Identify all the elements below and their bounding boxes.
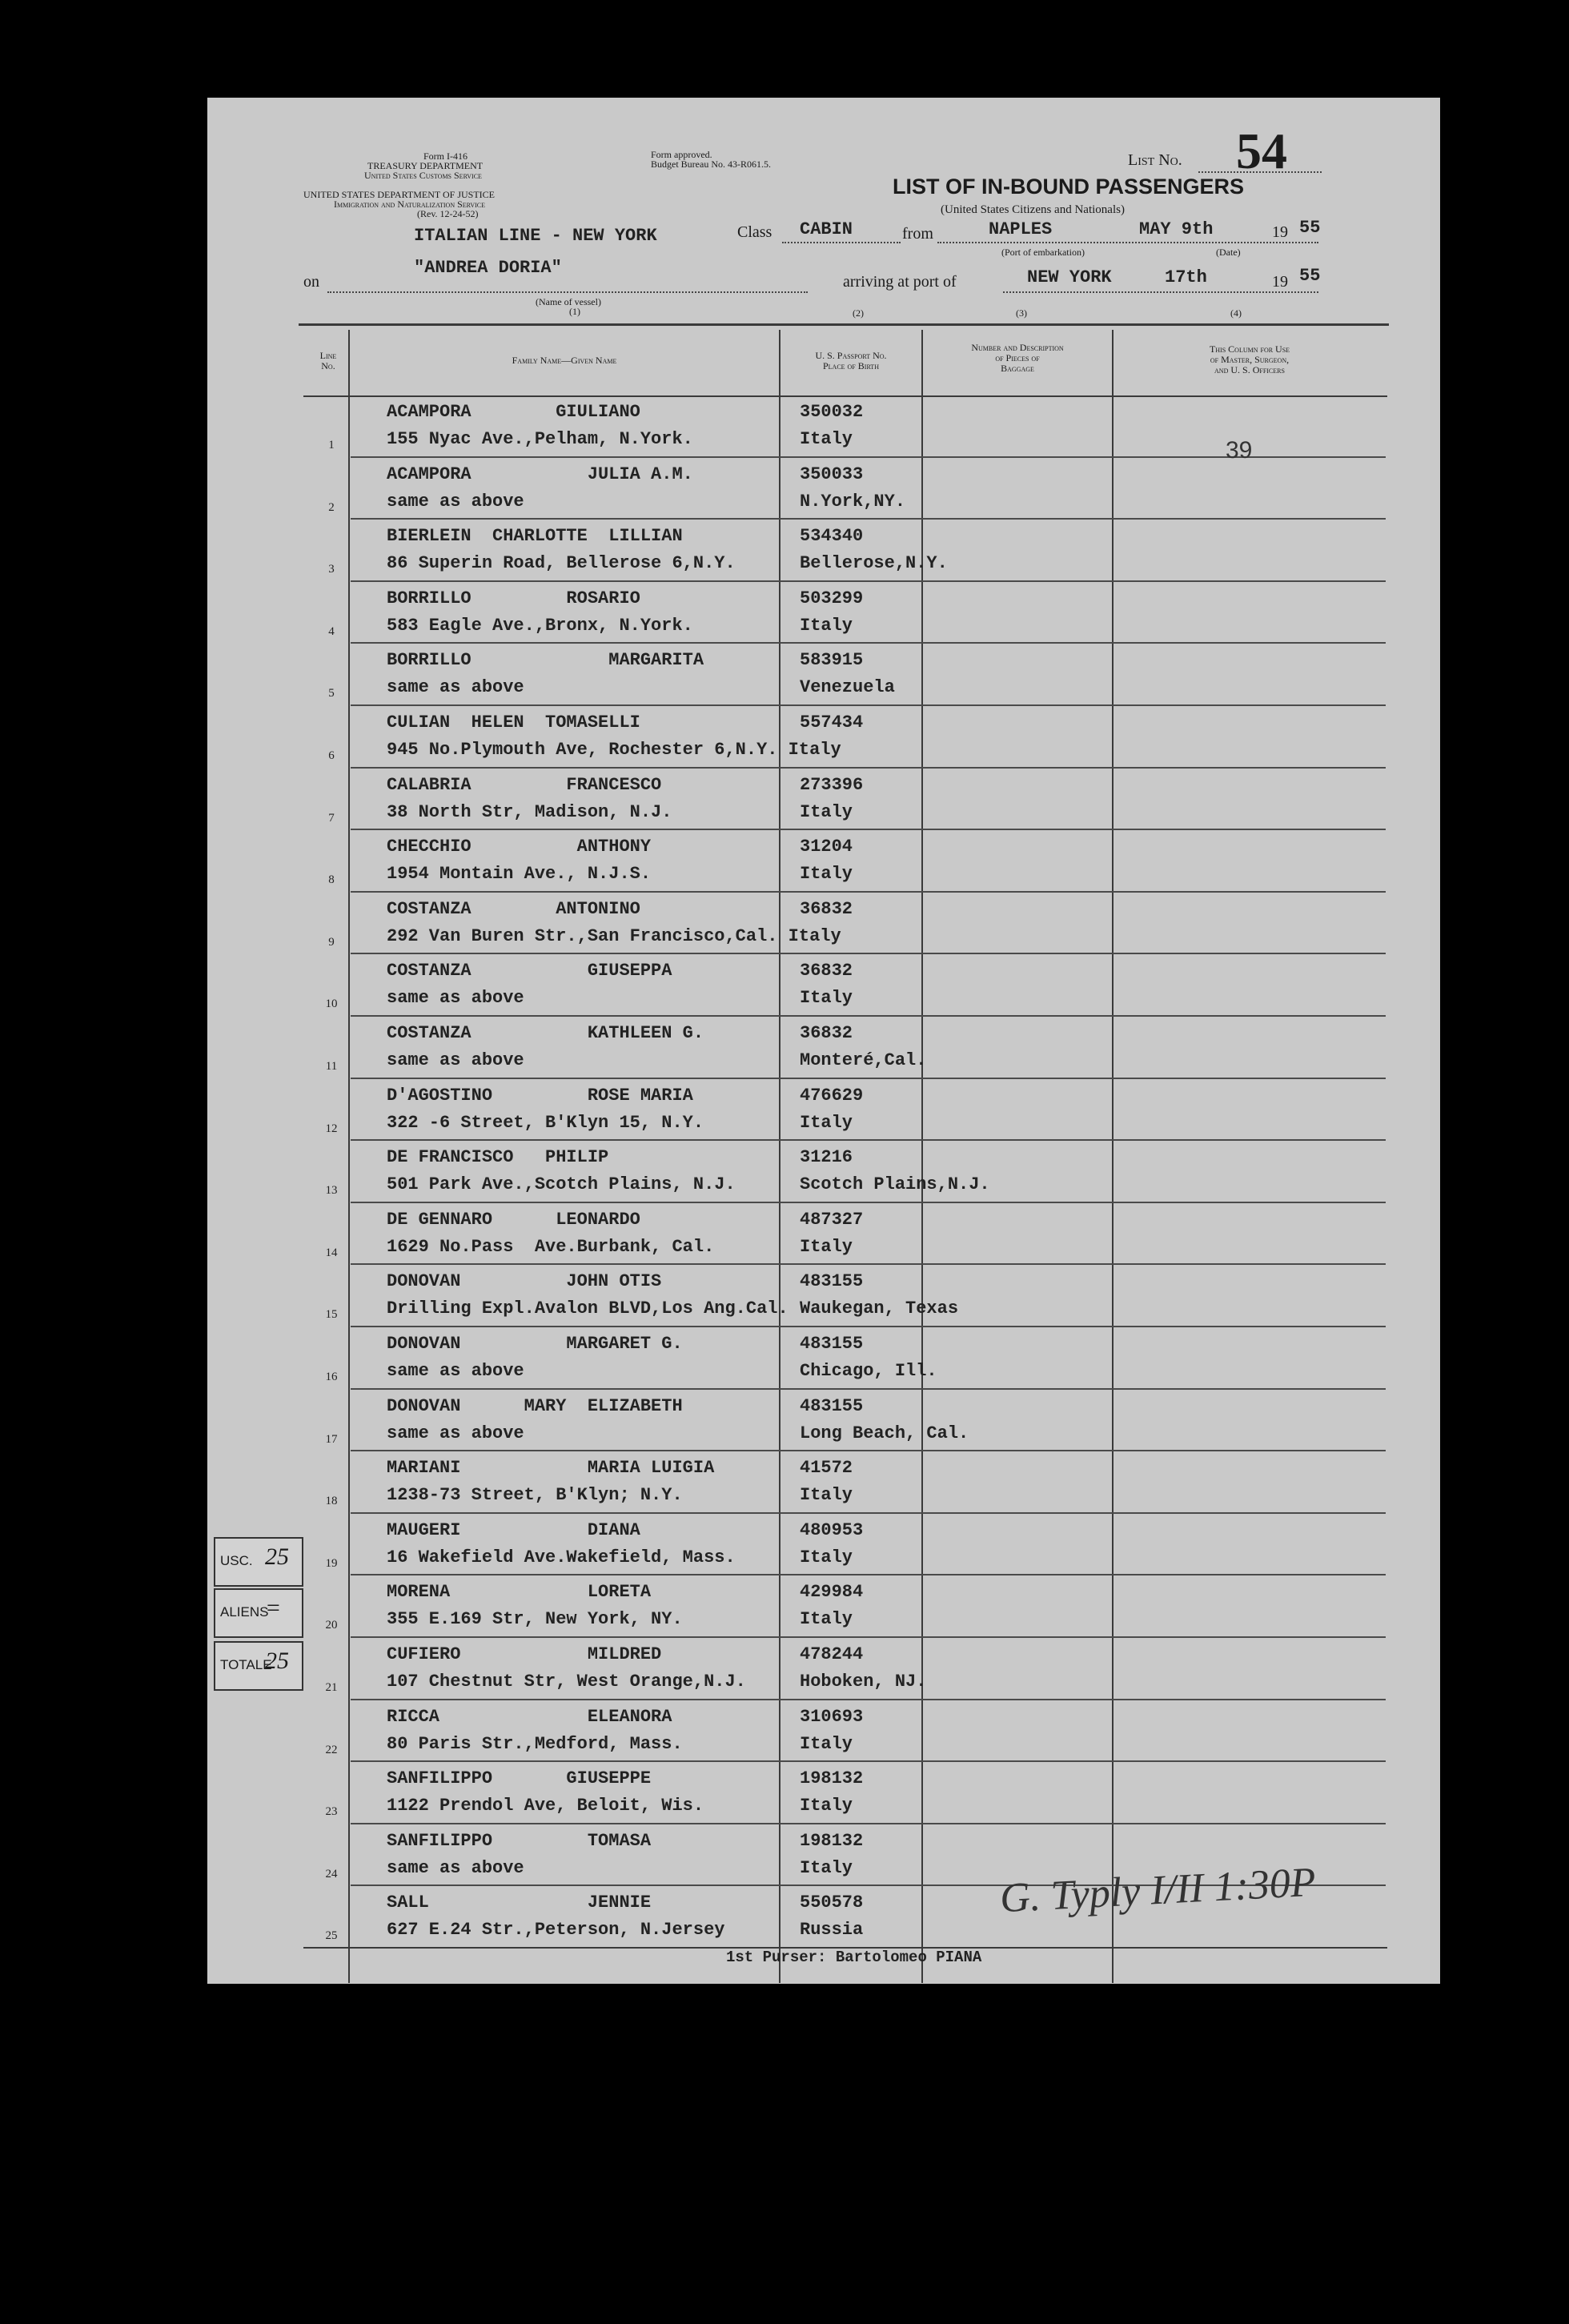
list-no-value: 54	[1236, 122, 1287, 179]
passenger-name: MAUGERI DIANA	[387, 1519, 640, 1540]
passport-number: 483155	[800, 1395, 864, 1416]
passenger-address: 501 Park Ave.,Scotch Plains, N.J.	[387, 1174, 736, 1195]
col-header-passport-2: Place of Birth	[823, 360, 879, 371]
year-prefix-1: 19	[1272, 223, 1288, 241]
line-number: 22	[325, 1743, 338, 1756]
table-row	[207, 582, 1440, 644]
passenger-address: 322 -6 Street, B'Klyn 15, N.Y.	[387, 1112, 704, 1133]
passport-number: 273396	[800, 774, 864, 795]
passenger-address: same as above	[387, 1423, 524, 1443]
caption-3: (3)	[1016, 307, 1027, 319]
line-number: 15	[325, 1308, 338, 1322]
passport-number: 483155	[800, 1334, 864, 1354]
caption-1: (1)	[569, 306, 580, 317]
purser-signature: 1st Purser: Bartolomeo PIANA	[726, 1949, 982, 1966]
line-number: 5	[328, 687, 335, 700]
line-number: 18	[325, 1495, 338, 1508]
class-field-line	[782, 242, 901, 243]
place-of-birth: Italy	[800, 1485, 853, 1506]
vessel-name: "ANDREA DORIA"	[414, 258, 562, 278]
place-of-birth: Italy	[800, 801, 853, 822]
table-row	[207, 458, 1440, 520]
tally-total-value: 25	[265, 1648, 289, 1674]
col-header-passport-1: U. S. Passport No.	[815, 350, 887, 361]
passport-number: 550578	[800, 1893, 864, 1913]
line-number: 17	[325, 1432, 338, 1446]
table-row	[207, 1575, 1440, 1638]
passport-number: 534340	[800, 526, 864, 547]
line-number: 6	[328, 749, 335, 762]
col-header-baggage	[923, 343, 1112, 374]
table-row	[207, 1327, 1440, 1390]
passport-number: 429984	[800, 1582, 864, 1603]
table-top-rule	[299, 323, 1389, 326]
passenger-name: COSTANZA ANTONINO	[387, 898, 640, 919]
passenger-name: MORENA LORETA	[387, 1582, 652, 1603]
col-header-officers	[1114, 344, 1386, 375]
place-of-birth: Venezuela	[800, 677, 895, 698]
place-of-birth: Russia	[800, 1920, 864, 1941]
place-of-birth: Bellerose,N.Y.	[800, 553, 948, 574]
passenger-address: same as above	[387, 491, 524, 512]
tally-usc-label: USC.	[220, 1553, 253, 1568]
place-of-birth: Italy	[800, 1796, 853, 1816]
customs-service: United States Customs Service	[364, 170, 482, 181]
passport-number: 31204	[800, 837, 853, 857]
line-number: 19	[325, 1556, 338, 1570]
table-row	[207, 644, 1440, 706]
form-revision: (Rev. 12-24-52)	[417, 208, 479, 219]
place-of-birth: Chicago, Ill.	[800, 1361, 937, 1381]
table-row	[207, 1451, 1440, 1514]
line-number: 20	[325, 1619, 338, 1632]
line-number: 21	[325, 1681, 338, 1694]
passenger-address: 80 Paris Str.,Medford, Mass.	[387, 1733, 683, 1754]
shipping-line: ITALIAN LINE - NEW YORK	[414, 226, 657, 246]
class-value: CABIN	[800, 219, 853, 239]
passenger-address: same as above	[387, 1050, 524, 1070]
caption-vessel: (Name of vessel)	[536, 296, 601, 307]
table-row	[207, 1390, 1440, 1452]
line-number: 25	[325, 1929, 338, 1943]
line-number: 13	[325, 1184, 338, 1198]
arriving-label: arriving at port of	[843, 273, 957, 291]
passenger-name: CHECCHIO ANTHONY	[387, 837, 652, 857]
from-label: from	[902, 225, 933, 243]
budget-bureau: Budget Bureau No. 43-R061.5.	[651, 159, 771, 170]
caption-date: (Date)	[1216, 247, 1241, 258]
tally-aliens-value: =	[265, 1595, 282, 1621]
year-prefix-2: 19	[1272, 273, 1288, 291]
passport-number: 36832	[800, 1023, 853, 1043]
line-number: 14	[325, 1246, 338, 1259]
treasury-dept: TREASURY DEPARTMENT	[367, 160, 484, 171]
col-header-baggage-3: Baggage	[1001, 363, 1034, 374]
place-of-birth: Italy	[800, 1857, 853, 1878]
passenger-name: DONOVAN JOHN OTIS	[387, 1271, 662, 1292]
passenger-address: 292 Van Buren Str.,San Francisco,Cal. Italy	[387, 925, 841, 946]
passenger-name: BORRILLO ROSARIO	[387, 588, 640, 608]
passenger-name: DE GENNARO LEONARDO	[387, 1209, 640, 1230]
page-subtitle: (United States Citizens and Nationals)	[941, 203, 1125, 216]
col-header-baggage-1: Number and Description	[971, 342, 1064, 353]
col-header-officers-3: and U. S. Officers	[1214, 364, 1285, 375]
place-of-birth: Scotch Plains,N.J.	[800, 1174, 990, 1195]
passenger-name: ACAMPORA GIULIANO	[387, 402, 640, 422]
line-number: 8	[328, 873, 335, 887]
caption-2: (2)	[853, 307, 864, 319]
place-of-birth: Italy	[800, 1112, 853, 1133]
justice-dept: UNITED STATES DEPARTMENT OF JUSTICE	[303, 189, 496, 200]
place-of-birth: Italy	[800, 1236, 853, 1257]
table-row	[207, 769, 1440, 831]
table-row	[207, 1762, 1440, 1824]
line-number: 4	[328, 624, 335, 638]
line-number: 10	[325, 997, 338, 1011]
passenger-address: Drilling Expl.Avalon BLVD,Los Ang.Cal.	[387, 1298, 789, 1319]
passenger-name: D'AGOSTINO ROSE MARIA	[387, 1085, 693, 1106]
tally-usc-value: 25	[265, 1543, 289, 1570]
passport-number: 198132	[800, 1830, 864, 1851]
passenger-address: 945 No.Plymouth Ave, Rochester 6,N.Y. Italy	[387, 740, 841, 760]
passenger-address: 1954 Montain Ave., N.J.S.	[387, 864, 652, 885]
passenger-address: same as above	[387, 677, 524, 698]
table-row	[207, 1203, 1440, 1266]
passenger-name: DE FRANCISCO PHILIP	[387, 1147, 609, 1168]
passenger-address: 627 E.24 Str.,Peterson, N.Jersey	[387, 1920, 725, 1941]
caption-4: (4)	[1230, 307, 1242, 319]
ins-service: Immigration and Naturalization Service	[334, 199, 486, 210]
place-of-birth: Italy	[800, 615, 853, 636]
passport-number: 483155	[800, 1271, 864, 1292]
place-of-birth: Italy	[800, 1733, 853, 1754]
passenger-name: DONOVAN MARGARET G.	[387, 1334, 683, 1354]
passenger-address: 155 Nyac Ave.,Pelham, N.York.	[387, 429, 693, 449]
line-number: 11	[325, 1060, 338, 1073]
place-of-birth: Italy	[800, 1547, 853, 1567]
passport-number: 41572	[800, 1458, 853, 1479]
year-1: 55	[1299, 218, 1321, 238]
table-row	[207, 1514, 1440, 1576]
line-number: 7	[328, 811, 335, 825]
passport-number: 480953	[800, 1519, 864, 1540]
passport-number: 487327	[800, 1209, 864, 1230]
col-header-line-1: Line	[319, 350, 337, 361]
line-number: 9	[328, 935, 335, 949]
tally-usc-box	[214, 1537, 303, 1587]
passenger-address: 583 Eagle Ave.,Bronx, N.York.	[387, 615, 693, 636]
passenger-name: COSTANZA GIUSEPPA	[387, 961, 672, 981]
table-row	[207, 1700, 1440, 1763]
from-value: NAPLES	[989, 219, 1053, 239]
year-2: 55	[1299, 266, 1321, 286]
passport-number: 31216	[800, 1147, 853, 1168]
table-row	[207, 830, 1440, 893]
table-row	[207, 954, 1440, 1017]
arrive-field-line	[1003, 291, 1318, 293]
passenger-name: CUFIERO MILDRED	[387, 1644, 662, 1664]
tally-total-box	[214, 1641, 303, 1691]
passport-number: 36832	[800, 961, 853, 981]
line-number: 3	[328, 563, 335, 576]
page-title: LIST OF IN-BOUND PASSENGERS	[893, 175, 1245, 199]
passenger-name: CULIAN HELEN TOMASELLI	[387, 712, 640, 733]
col-header-line	[308, 351, 348, 371]
table-row	[207, 706, 1440, 769]
line-number: 24	[325, 1867, 338, 1880]
col-header-passport	[780, 351, 921, 371]
table-row	[207, 395, 1440, 458]
col-header-line-2: No.	[321, 360, 335, 371]
arrive-date: 17th	[1165, 267, 1207, 287]
passport-number: 583915	[800, 650, 864, 671]
passport-number: 36832	[800, 898, 853, 919]
passenger-name: CALABRIA FRANCESCO	[387, 774, 662, 795]
passport-number: 350032	[800, 402, 864, 422]
passenger-address: 1629 No.Pass Ave.Burbank, Cal.	[387, 1236, 715, 1257]
line-number: 2	[328, 500, 335, 514]
passenger-address: 86 Superin Road, Bellerose 6,N.Y.	[387, 553, 736, 574]
passenger-name: ACAMPORA JULIA A.M.	[387, 464, 693, 484]
passenger-address: 1238-73 Street, B'Klyn; N.Y.	[387, 1485, 683, 1506]
table-row	[207, 1141, 1440, 1203]
col-header-baggage-2: of Pieces of	[995, 352, 1040, 363]
place-of-birth: Monteré,Cal.	[800, 1050, 927, 1070]
passenger-name: SANFILIPPO GIUSEPPE	[387, 1768, 652, 1789]
passenger-name: SANFILIPPO TOMASA	[387, 1830, 652, 1851]
passenger-address: same as above	[387, 1361, 524, 1381]
line-number: 1	[328, 439, 335, 452]
passenger-name: BORRILLO MARGARITA	[387, 650, 704, 671]
class-label: Class	[737, 223, 772, 241]
table-row	[207, 520, 1440, 582]
place-of-birth: Italy	[800, 429, 853, 449]
place-of-birth: Italy	[800, 988, 853, 1009]
col-header-name: Family Name—Given Name	[512, 355, 617, 366]
passport-number: 350033	[800, 464, 864, 484]
passenger-name: BIERLEIN CHARLOTTE LILLIAN	[387, 526, 683, 547]
passenger-address: same as above	[387, 988, 524, 1009]
tally-total-label: TOTALE	[220, 1657, 272, 1672]
passenger-address: same as above	[387, 1857, 524, 1878]
table-row	[207, 893, 1440, 955]
arrive-port: NEW YORK	[1027, 267, 1112, 287]
passenger-address: 107 Chestnut Str, West Orange,N.J.	[387, 1672, 746, 1692]
tally-aliens-box	[214, 1588, 303, 1638]
col-header-officers-2: of Master, Surgeon,	[1210, 354, 1290, 365]
passenger-name: DONOVAN MARY ELIZABETH	[387, 1395, 683, 1416]
caption-embarkation: (Port of embarkation)	[1001, 247, 1085, 258]
passport-number: 557434	[800, 712, 864, 733]
passenger-address: 355 E.169 Str, New York, NY.	[387, 1609, 683, 1630]
depart-date: MAY 9th	[1139, 219, 1214, 239]
place-of-birth: Italy	[800, 864, 853, 885]
passenger-name: COSTANZA KATHLEEN G.	[387, 1023, 704, 1043]
place-of-birth: Hoboken, NJ.	[800, 1672, 927, 1692]
on-label: on	[303, 273, 319, 291]
col-header-officers-1: This Column for Use	[1209, 343, 1290, 355]
vessel-field-line	[327, 291, 808, 293]
passport-number: 478244	[800, 1644, 864, 1664]
passport-number: 310693	[800, 1706, 864, 1727]
table-row	[207, 1017, 1440, 1079]
table-row	[207, 1079, 1440, 1142]
form-number: Form I-416	[423, 151, 467, 162]
passenger-name: SALL JENNIE	[387, 1893, 652, 1913]
table-row	[207, 1638, 1440, 1700]
place-of-birth: Waukegan, Texas	[800, 1298, 959, 1319]
passport-number: 198132	[800, 1768, 864, 1789]
form-approved: Form approved.	[651, 149, 712, 160]
line-number: 23	[325, 1805, 338, 1819]
from-field-line	[937, 242, 1318, 243]
tally-aliens-label: ALIENS	[220, 1604, 269, 1620]
passenger-address: 16 Wakefield Ave.Wakefield, Mass.	[387, 1547, 736, 1567]
passenger-address: 38 North Str, Madison, N.J.	[387, 801, 672, 822]
table-row	[207, 1265, 1440, 1327]
line-number: 12	[325, 1122, 338, 1135]
passenger-name: RICCA ELEANORA	[387, 1706, 672, 1727]
line-number: 16	[325, 1371, 338, 1383]
place-of-birth: Italy	[800, 1609, 853, 1630]
place-of-birth: N.York,NY.	[800, 491, 906, 512]
list-no-label: List No.	[1128, 151, 1182, 169]
passenger-address: 1122 Prendol Ave, Beloit, Wis.	[387, 1796, 704, 1816]
passenger-name: MARIANI MARIA LUIGIA	[387, 1458, 715, 1479]
officer-note: 39	[1226, 437, 1253, 464]
passport-number: 503299	[800, 588, 864, 608]
passport-number: 476629	[800, 1085, 864, 1106]
place-of-birth: Long Beach, Cal.	[800, 1423, 969, 1443]
handwritten-note: G. Typly I/II 1:30P	[998, 1859, 1317, 1922]
manifest-page	[207, 98, 1440, 1984]
